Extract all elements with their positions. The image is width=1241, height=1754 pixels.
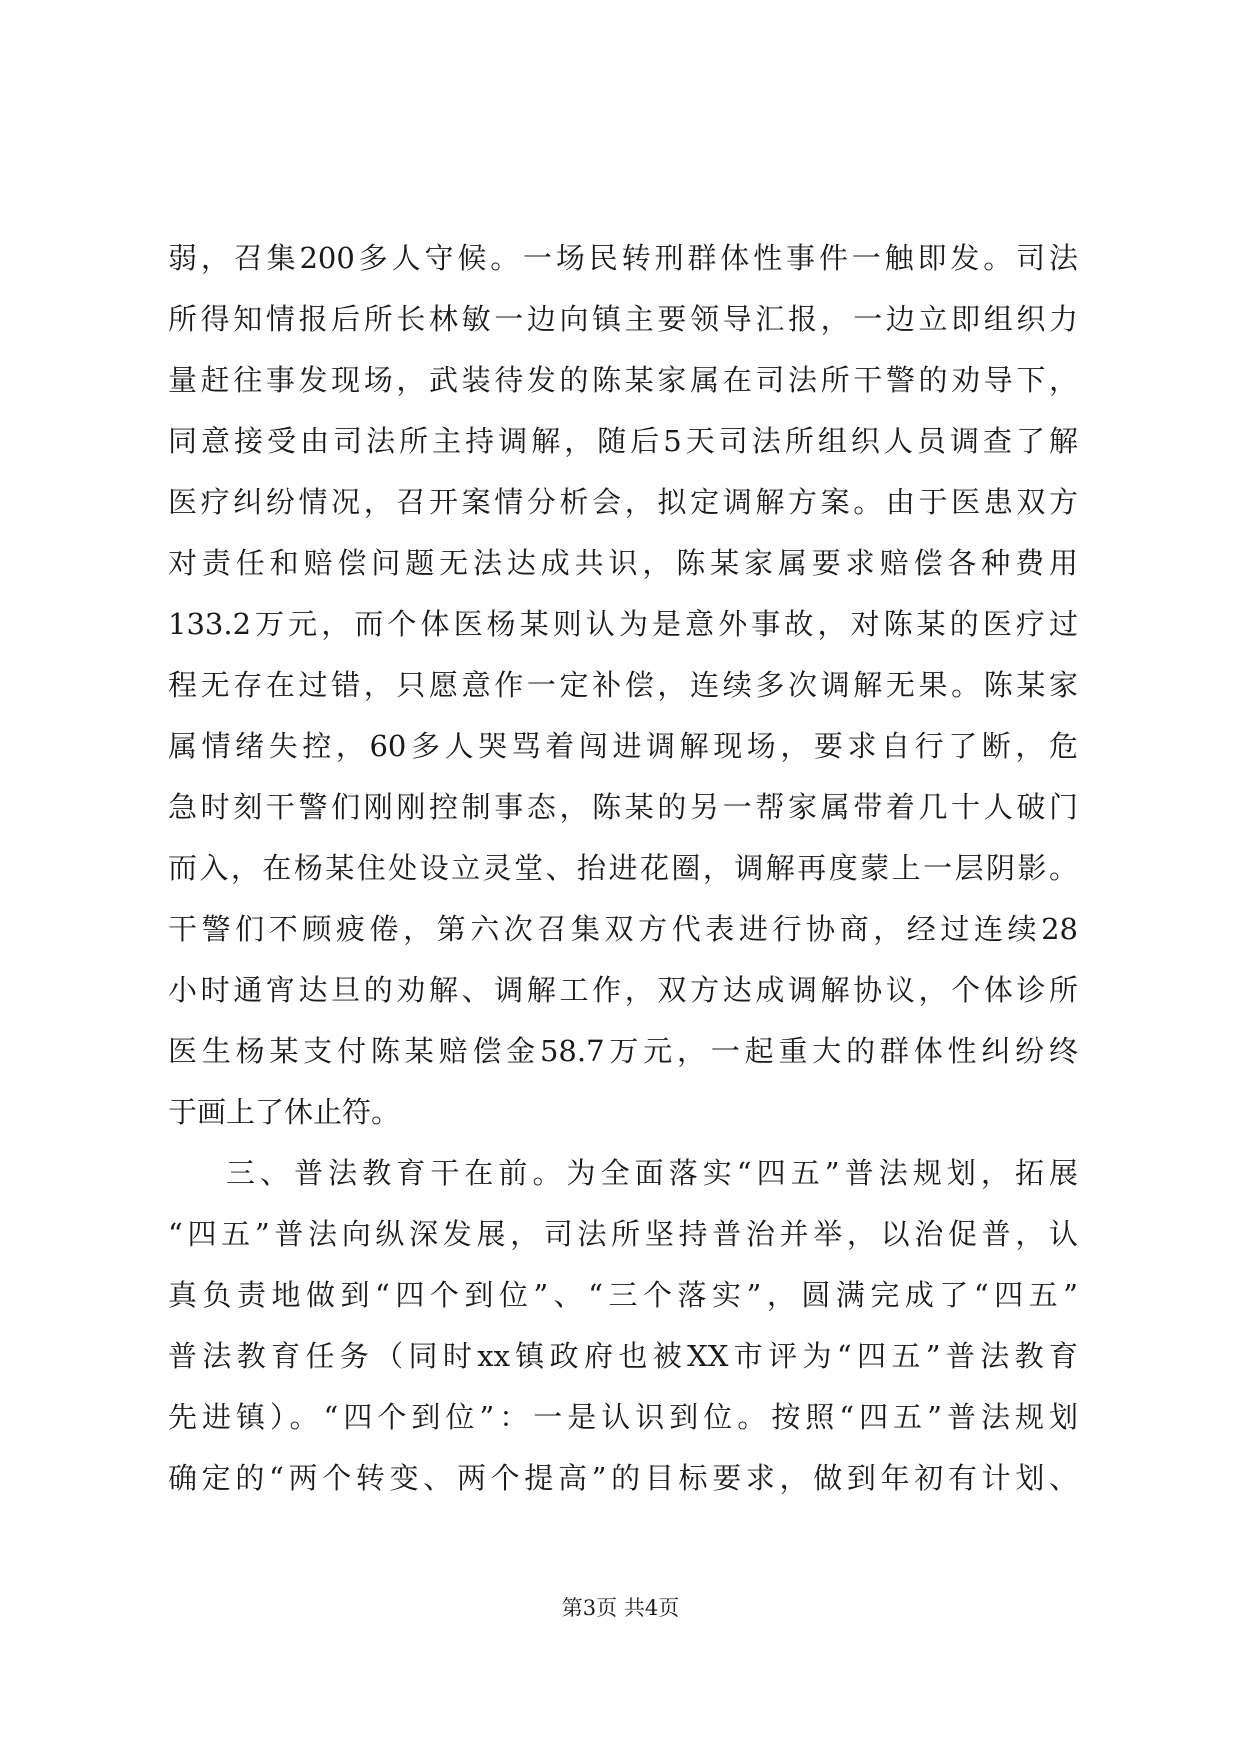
text-line: 所得知情报后所长林敏一边向镇主要领导汇报，一边立即组织力 [168, 302, 1078, 336]
text-line: 量赶往事发现场，武装待发的陈某家属在司法所干警的劝导下， [168, 363, 1078, 397]
text-line: 真负责地做到“四个到位”、“三个落实”，圆满完成了“四五” [168, 1278, 1078, 1312]
section-heading-line: 三、普法教育干在前。为全面落实“四五”普法规划，拓展 [226, 1156, 1078, 1190]
text-line: 干警们不顾疲倦，第六次召集双方代表进行协商，经过连续28 [168, 912, 1078, 946]
text-line: “四五”普法向纵深发展，司法所坚持普治并举，以治促普，认 [168, 1217, 1078, 1251]
text-line: 弱，召集200多人守候。一场民转刑群体性事件一触即发。司法 [168, 241, 1078, 275]
text-line: 小时通宵达旦的劝解、调解工作，双方达成调解协议，个体诊所 [168, 973, 1078, 1007]
text-line: 医生杨某支付陈某赔偿金58.7万元，一起重大的群体性纠纷终 [168, 1034, 1078, 1068]
text-line: 属情绪失控，60多人哭骂着闯进调解现场，要求自行了断，危 [168, 729, 1078, 763]
text-line: 程无存在过错，只愿意作一定补偿，连续多次调解无果。陈某家 [168, 668, 1078, 702]
text-line: 同意接受由司法所主持调解，随后5天司法所组织人员调查了解 [168, 424, 1078, 458]
text-line: 而入，在杨某住处设立灵堂、抬进花圈，调解再度蒙上一层阴影。 [168, 851, 1078, 885]
text-line: 急时刻干警们刚刚控制事态，陈某的另一帮家属带着几十人破门 [168, 790, 1078, 824]
paragraph-end-line: 于画上了休止符。 [168, 1095, 401, 1129]
text-line: 先进镇）。“四个到位”：一是认识到位。按照“四五”普法规划 [168, 1400, 1078, 1434]
text-line: 确定的“两个转变、两个提高”的目标要求，做到年初有计划、 [168, 1461, 1078, 1495]
text-line: 133.2万元，而个体医杨某则认为是意外事故，对陈某的医疗过 [168, 607, 1078, 641]
page-number-footer: 第3页 共4页 [561, 1596, 680, 1620]
text-line: 普法教育任务（同时xx镇政府也被XX市评为“四五”普法教育 [168, 1339, 1078, 1373]
text-line: 对责任和赔偿问题无法达成共识，陈某家属要求赔偿各种费用 [168, 546, 1078, 580]
body-text [168, 228, 1078, 1509]
text-line: 医疗纠纷情况，召开案情分析会，拟定调解方案。由于医患双方 [168, 485, 1078, 519]
